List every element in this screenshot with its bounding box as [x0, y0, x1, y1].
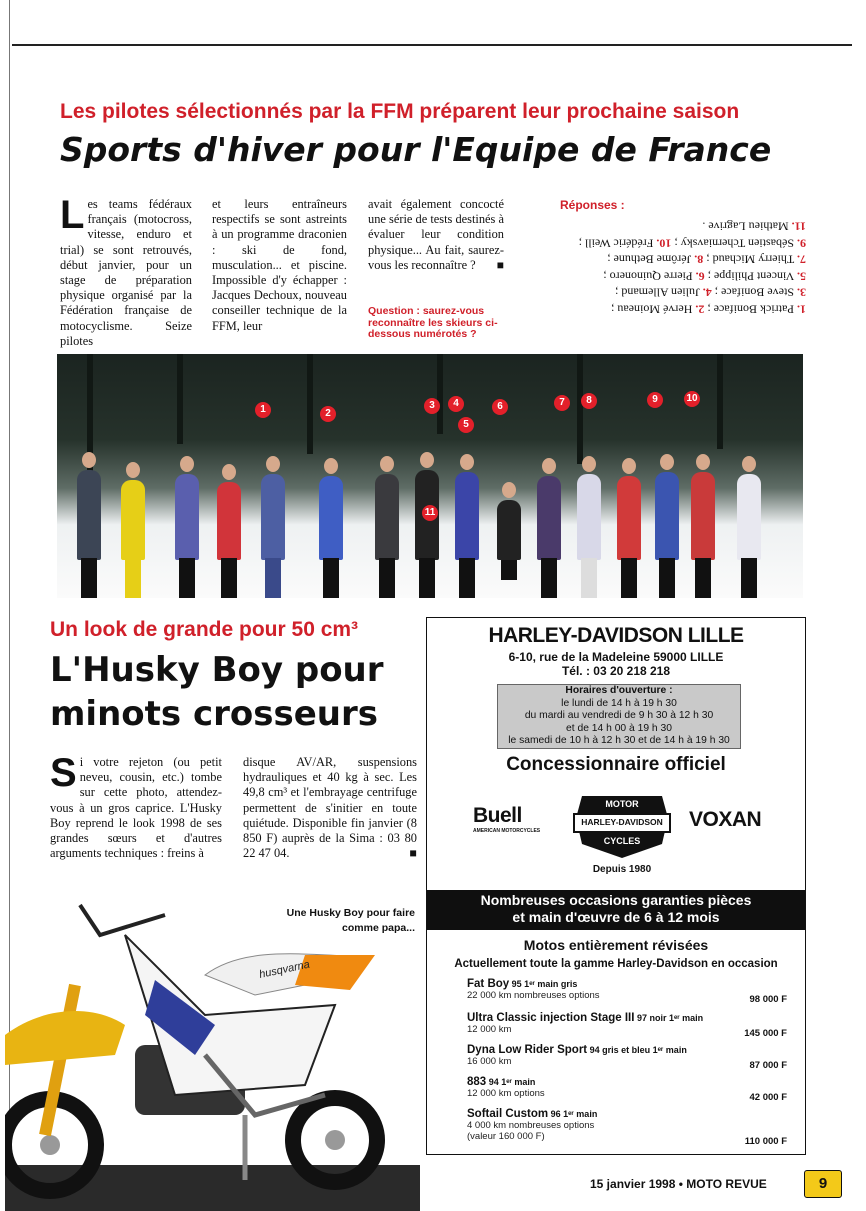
answer-line: 11. Mathieu Lagrive . — [702, 219, 806, 234]
range-heading: Actuellement toute la gamme Harley-Davidson en occasion — [454, 958, 778, 970]
bike-caption: Une Husky Boy pour faire comme papa... — [286, 907, 415, 934]
model-detail: 12 000 km — [467, 1024, 512, 1035]
hours-title: Horaires d'ouverture : — [565, 685, 673, 696]
article2-kicker: Un look de grande pour 50 cm³ — [50, 618, 359, 641]
photo-number-11: 11 — [422, 505, 438, 521]
voxan-logo: VOXAN — [689, 808, 762, 831]
answer-line: 3. Steve Boniface ; 4. Julien Allemand ; — [615, 285, 806, 300]
team-photo — [57, 354, 803, 598]
hours-line: du mardi au vendredi de 9 h 30 à 12 h 30 — [524, 710, 714, 722]
end-mark: ■ — [496, 257, 504, 272]
photo-number-3: 3 — [424, 398, 440, 414]
photo-number-7: 7 — [554, 395, 570, 411]
dropcap: L — [60, 193, 85, 237]
model-name: Fat Boy — [467, 978, 510, 990]
model-spec: 96 1ᵉʳ main — [548, 1109, 598, 1119]
photo-number-1: 1 — [255, 402, 271, 418]
footer-bullet: • — [678, 1177, 683, 1191]
since-1980: Depuis 1980 — [592, 864, 652, 875]
answer-line: 1. Patrick Boniface ; 2. Hervé Moineau ; — [611, 302, 806, 317]
answer-line: 7. Thierry Michaud ; 8. Jérôme Bethune ; — [607, 252, 806, 267]
ad-phone: Tél. : 03 20 218 218 — [561, 664, 671, 678]
warranty-line-1: Nombreuses occasions garanties pièces — [480, 892, 752, 908]
magazine-name: MOTO REVUE — [686, 1177, 767, 1191]
hd-logo-bottom: CYCLES — [603, 836, 641, 846]
answers-upside-down — [554, 218, 806, 318]
top-rule — [12, 44, 852, 46]
buell-subtitle: AMERICAN MOTORCYCLES — [473, 828, 541, 834]
model-name: Softail Custom — [467, 1108, 549, 1120]
article2-title-line-2: minots crosseurs — [50, 694, 378, 734]
model-spec: 97 noir 1ᵉʳ main — [634, 1013, 704, 1023]
article1-column-1 — [60, 193, 192, 349]
model-spec: 94 1ᵉʳ main — [486, 1077, 536, 1087]
ad-address: 6-10, rue de la Madeleine 59000 LILLE — [508, 650, 724, 664]
model-detail: 22 000 km nombreuses options — [467, 990, 600, 1001]
issue-date: 15 janvier 1998 — [590, 1177, 676, 1191]
model-detail: 16 000 km — [467, 1056, 512, 1067]
model-name: 883 — [467, 1076, 487, 1088]
article1-column-2: et leurs entraîneurs respectifs se sont astreints à un programme draconien : ski de fond, musculation... et piscine. Impossible d'y échapper : Jacques Dechoux, nouveau conseiller technique de la FFM, leur — [212, 197, 347, 333]
model-name: Ultra Classic injection Stage III — [467, 1012, 635, 1024]
listing-softail-custom — [467, 1108, 787, 1152]
listing-ultra-classic — [467, 1012, 787, 1044]
buell-logo — [473, 804, 543, 834]
article1-text-3: avait également concocté une série de tests destinés à évaluer leur condition physique... Au fait, saurez-vous les reconnaître ? — [368, 197, 504, 272]
photo-number-2: 2 — [320, 406, 336, 422]
model-detail: 4 000 km nombreuses options — [467, 1120, 595, 1131]
answer-line: 9. Sébastien Tcherniavsky ; 10. Frédéric Weill ; — [578, 236, 806, 251]
photo-number-10: 10 — [684, 391, 700, 407]
article1-title: Sports d'hiver pour l'Equipe de France — [60, 130, 772, 169]
harley-davidson-shield-logo — [572, 788, 672, 860]
page-number: 9 — [804, 1170, 842, 1198]
hours-line: le samedi de 10 h à 12 h 30 et de 14 h à 19 h 30 — [508, 735, 730, 747]
price: 98 000 F — [749, 994, 787, 1005]
end-mark: ■ — [409, 846, 417, 861]
revised-bikes-heading: Motos entièrement révisées — [523, 937, 709, 953]
dropcap: S — [50, 751, 77, 795]
bike-brand-decal: husqvarna — [258, 958, 311, 981]
model-spec: 95 1ᵉʳ main gris — [509, 979, 578, 989]
footer-issue — [590, 1177, 767, 1191]
article2-text-1: i votre rejeton (ou petit neveu, cousin, etc.) tombe sur cette photo, attendez-vous à un gros caprice. L'Husky Boy reprend le look 1998 de ses grandes sœurs et d'autres arguments techniques : freins à — [50, 755, 222, 861]
warranty-line-2: et main d'œuvre de 6 à 12 mois — [512, 909, 720, 925]
answer-line: 5. Vincent Philippe ; 6. Pierre Quinonero ; — [603, 269, 806, 284]
ad-dealer-name: HARLEY-DAVIDSON LILLE — [488, 624, 744, 647]
hours-line: et de 14 h 00 à 19 h 30 — [566, 722, 672, 734]
price: 42 000 F — [749, 1092, 787, 1103]
article1-text-1: es teams fédéraux français (motocross, vitesse, enduro et trial) se sont retrouvés, début janvier, pour un stage de préparation physique organisé par la Fédération française de motocyclisme. Seize pilotes — [60, 197, 192, 348]
article1-column-3 — [368, 197, 504, 273]
price: 145 000 F — [744, 1028, 787, 1039]
harley-davidson-ad — [426, 617, 806, 1155]
opening-hours-box — [497, 684, 741, 749]
article2-column-2 — [243, 755, 417, 861]
photo-number-9: 9 — [647, 392, 663, 408]
price: 87 000 F — [749, 1060, 787, 1071]
article1-kicker: Les pilotes sélectionnés par la FFM préparent leur prochaine saison — [60, 100, 740, 123]
price: 110 000 F — [744, 1136, 787, 1147]
model-spec: 94 gris et bleu 1ᵉʳ main — [587, 1045, 687, 1055]
photo-number-5: 5 — [458, 417, 474, 433]
warranty-banner — [427, 890, 805, 930]
buell-wordmark: Buell — [473, 804, 522, 827]
photo-number-8: 8 — [581, 393, 597, 409]
model-detail-2: (valeur 160 000 F) — [467, 1131, 545, 1142]
hd-logo-middle: HARLEY-DAVIDSON — [581, 817, 663, 827]
husky-boy-photo — [5, 895, 420, 1211]
photo-number-4: 4 — [448, 396, 464, 412]
listing-dyna-low-rider — [467, 1044, 787, 1076]
model-detail: 12 000 km options — [467, 1088, 545, 1099]
listing-883 — [467, 1076, 787, 1108]
listing-fat-boy — [467, 978, 787, 1010]
article2-column-1 — [50, 751, 222, 861]
motorcycle-illustration — [5, 895, 420, 1211]
model-name: Dyna Low Rider Sport — [467, 1044, 588, 1056]
answers-title: Réponses : — [560, 198, 625, 212]
article2-title — [50, 648, 384, 736]
hours-line: le lundi de 14 h à 19 h 30 — [561, 697, 677, 709]
article2-text-2: disque AV/AR, suspensions hydrauliques et 40 kg à sec. Les 49,8 cm³ et l'embrayage centrifuge permettent de s'initier en toute quiétude. Disponible fin janvier (8 850 F) auprès de la Sima : 03 80 22 47 04. — [243, 755, 417, 861]
official-dealer-text: Concessionnaire officiel — [506, 754, 726, 775]
article2-title-line-1: L'Husky Boy pour — [50, 650, 384, 690]
hd-logo-top: MOTOR — [605, 799, 639, 809]
photo-number-6: 6 — [492, 399, 508, 415]
question-text: Question : saurez-vous reconnaître les skieurs ci-dessous numérotés ? — [368, 305, 498, 340]
